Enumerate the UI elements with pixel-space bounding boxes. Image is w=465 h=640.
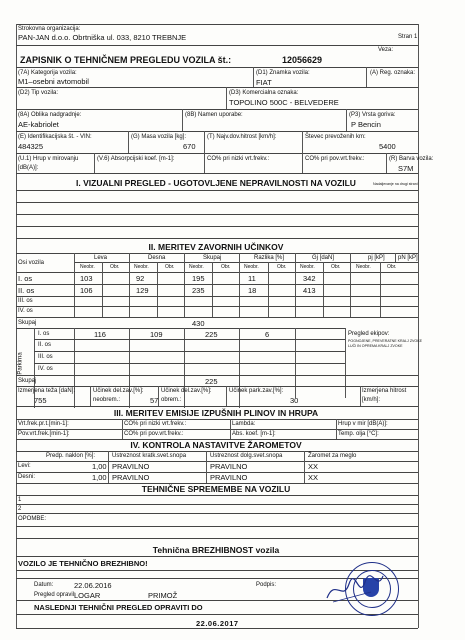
- gorivo-label: (P3) Vrsta goriva:: [349, 112, 396, 118]
- record-title: ZAPISNIK O TEHNIČNEM PREGLEDU VOZILA št.:: [20, 55, 232, 65]
- kategorija-value: M1–osebni avtomobil: [18, 77, 89, 86]
- frame-top: [16, 24, 418, 25]
- izm-hitrost-label: Izmerjena hitrost: [362, 388, 407, 394]
- datum-label: Datum:: [34, 582, 54, 588]
- col-razlika: Razlika [%]: [254, 255, 285, 261]
- znamka-label: (D1) Znamka vozila:: [256, 70, 310, 76]
- ucinek-park-label: Učinek park.zav.[%]:: [229, 388, 284, 394]
- row-label: Levi:: [18, 463, 31, 469]
- opombe-label: OPOMBE:: [18, 516, 47, 522]
- next-inspection-label: NASLEDNJI TEHNIČNI PREGLED OPRAVITI DO: [34, 603, 203, 612]
- komercialna-value: TOPOLINO 500C - BELVEDERE: [229, 98, 339, 107]
- dolg-value: PRAVILNO: [210, 473, 248, 482]
- hitrost-label: (T) Najv.dov.hitrost [km/h]:: [207, 134, 277, 140]
- leva-value: 103: [80, 274, 93, 283]
- park-skupaj-label: Skupaj: [18, 378, 37, 384]
- sub-obr: Obr.: [165, 264, 175, 270]
- megla-col: Žaromet za meglo: [308, 453, 357, 459]
- col-pn: pN [kP]: [398, 255, 418, 261]
- neobrem-label: neobrem.:: [93, 397, 121, 403]
- hrup-mir-label: Hrup v mir [dB(A)]:: [338, 421, 388, 427]
- section4-title: IV. KONTROLA NASTAVITVE ŽAROMETOV: [130, 440, 302, 450]
- komercialna-label: (D3) Komercialna oznaka:: [229, 90, 299, 96]
- km-value: 5400: [379, 142, 396, 151]
- znamka-value: FIAT: [256, 78, 272, 87]
- gj-value: 413: [303, 286, 316, 295]
- sub-obr: Obr.: [277, 264, 287, 270]
- namen-label: (8B) Namen uporabe:: [185, 112, 243, 118]
- row-label: II. os: [18, 286, 35, 295]
- signature: [325, 572, 385, 606]
- ucinek2-label: Učinek del.zav.[%]:: [161, 388, 212, 394]
- razlika-value: 11: [248, 274, 256, 283]
- col-skupaj: Skupaj: [203, 255, 222, 261]
- masa-label: (G) Masa vozila [kg]:: [131, 134, 187, 140]
- parkirna-label: Parkirna: [17, 352, 24, 375]
- sub-neobr: Neobr.: [189, 264, 204, 270]
- masa-value: 670: [183, 142, 196, 151]
- dolg-value: PRAVILNO: [210, 462, 248, 471]
- obrem-label: obrem.:: [161, 397, 182, 403]
- reg-label: (A) Reg. oznaka:: [370, 70, 416, 76]
- opravil-name: PRIMOŽ: [148, 591, 178, 600]
- sub-obr: Obr.: [387, 264, 397, 270]
- skupaj-row-label: Skupaj: [18, 320, 37, 326]
- row-label: III. os: [18, 298, 33, 304]
- park-row-label: I. os: [38, 331, 50, 337]
- section3-title: III. MERITEV EMISIJE IZPUŠNIH PLINOV IN HRUPA: [113, 408, 319, 418]
- co-nizka-label: CO% pri nizki vrt.frekv.:: [124, 421, 187, 427]
- oblika-value: AE-kabriolet: [18, 120, 59, 129]
- opravil-value: LOGAR: [74, 591, 101, 600]
- row-label: I. os: [18, 274, 33, 283]
- naklon-value: 1,00: [92, 473, 107, 482]
- kategorija-label: (7A) Kategorija vozila:: [18, 70, 77, 76]
- page-number: Stran 1: [398, 34, 418, 40]
- teza-label: Izmerjena teža [daN]:: [18, 388, 76, 394]
- os-label: Osi vozila: [18, 260, 45, 266]
- park-row-label: III. os: [38, 354, 53, 360]
- next-inspection-date: 22.06.2017: [196, 619, 239, 628]
- park-row-label: II. os: [38, 342, 52, 348]
- desna-value: 92: [136, 274, 145, 283]
- vrt-nizka-label: Vrt.frek.pr.t.[min-1]:: [18, 421, 69, 427]
- naklon-col: Predp. naklon [%]:: [46, 453, 96, 459]
- section1-title: I. VIZUALNI PREGLED - UGOTOVLJENE NEPRAVILNOSTI NA VOZILU: [76, 178, 356, 188]
- change-row-1: 1: [18, 497, 22, 503]
- gj-value: 342: [303, 274, 316, 283]
- sub-neobr: Neobr.: [244, 264, 259, 270]
- lambda-label: Lambda:: [232, 421, 256, 427]
- park-skupaj: 225: [205, 330, 218, 339]
- record-number: 12056629: [282, 55, 323, 65]
- sub-neobr: Neobr.: [356, 264, 371, 270]
- podpis-label: Podpis:: [256, 582, 277, 588]
- pregled-note-1: POGNOJENE, PREVERATNE KRALJ ZVOKE: [348, 339, 423, 343]
- sub-obr: Obr.: [110, 264, 120, 270]
- ucinek-label: Učinek del.zav.[%]:: [93, 388, 144, 394]
- hrup-unit: [dB(A)]:: [18, 165, 39, 171]
- skupaj-value: 235: [192, 286, 205, 295]
- kratk-value: PRAVILNO: [112, 462, 150, 471]
- sub-obr: Obr.: [221, 264, 231, 270]
- row-label: Desni:: [18, 474, 36, 480]
- temp-label: Temp. olja [°C]:: [338, 431, 379, 437]
- vin-value: 484325: [18, 142, 44, 151]
- sub-obr: Obr.: [331, 264, 341, 270]
- veza-label: Veza:: [378, 47, 394, 53]
- kratk-col: Ustreznost kratk.svet.snopa: [112, 453, 187, 459]
- desna-value: 129: [136, 286, 149, 295]
- section1-note: Nadaljevanje na drugi strani: [373, 182, 418, 186]
- co-povisani-label: CO% pri pov.vrt.frekv.:: [305, 156, 365, 162]
- sub-neobr: Neobr.: [134, 264, 149, 270]
- org-label: Strokovna organizacija:: [18, 26, 81, 32]
- barva-label: (R) Barva vozila:: [389, 156, 434, 162]
- section6-title: Tehnična BREZHIBNOST vozila: [152, 545, 280, 555]
- teza-value: 755: [34, 396, 47, 405]
- sub-neobr: Neobr.: [80, 264, 95, 270]
- col-leva: Leva: [94, 255, 108, 261]
- tip-label: (D2) Tip vozila:: [18, 90, 59, 96]
- kratk-value: PRAVILNO: [112, 473, 150, 482]
- row-label: IV. os: [18, 308, 33, 314]
- skupaj-value: 195: [192, 274, 205, 283]
- skupaj-total: 430: [192, 319, 205, 328]
- section5-title: TEHNIČNE SPREMEMBE NA VOZILU: [141, 484, 291, 494]
- barva-value: S7M: [398, 164, 414, 173]
- opravil-label: Pregled opravil:: [34, 592, 76, 598]
- abs-label: Abs. koef. [m-1]:: [232, 431, 276, 437]
- oblika-label: (8A) Oblika nadgradnje:: [18, 112, 82, 118]
- park-row-label: IV. os: [38, 366, 53, 372]
- verdict: VOZILO JE TEHNIČNO BREZHIBNO!: [18, 559, 148, 568]
- gorivo-value: P Bencin: [351, 120, 381, 129]
- datum-value: 22.06.2016: [74, 581, 112, 590]
- izm-hitrost-unit: [km/h]:: [362, 397, 381, 403]
- megla-value: XX: [308, 473, 319, 482]
- vrt-pov-label: Pov.vrt.frek.[min-1]:: [18, 431, 70, 437]
- absorp-label: (V.6) Absorpcijski koef. [m-1]:: [97, 156, 175, 162]
- neobrem-value: 57: [150, 396, 159, 405]
- org-value: PAN-JAN d.o.o. Obrtniška ul. 033, 8210 TREBNJE: [18, 33, 187, 42]
- sub-neobr: Neobr.: [300, 264, 315, 270]
- co-prosti-label: CO% pri nizki vrt.frekv.:: [207, 156, 270, 162]
- naklon-value: 1,00: [92, 462, 107, 471]
- section2-title: II. MERITEV ZAVORNIH UČINKOV: [148, 242, 284, 252]
- col-gj: Gj [daN]: [312, 255, 335, 261]
- co-pov-label: CO% pri pov.vrt.frekv.:: [124, 431, 184, 437]
- park-skupaj-total: 225: [205, 377, 218, 386]
- ucinek-park-value: 30: [290, 396, 299, 405]
- hrup-label: (U.1) Hrup v mirovanju: [18, 156, 79, 162]
- megla-value: XX: [308, 462, 319, 471]
- col-desna: Desna: [148, 255, 166, 261]
- frame-right: [418, 24, 419, 628]
- change-row-2: 2: [18, 506, 22, 512]
- park-razlika: 6: [265, 330, 270, 339]
- park-desna: 109: [150, 330, 163, 339]
- park-leva: 116: [94, 330, 106, 339]
- leva-value: 106: [80, 286, 93, 295]
- razlika-value: 18: [248, 286, 257, 295]
- vin-label: (E) Identifikacijska št. - VIN:: [18, 134, 92, 140]
- col-pj: pj [kP]: [368, 255, 385, 261]
- pregled-note-2: LUČI IN OPREMA KRALJ ZVOKE: [348, 344, 403, 348]
- dolg-col: Ustreznost dolg.svet.snopa: [210, 453, 283, 459]
- pregled-label: Pregled ekipov:: [348, 331, 390, 337]
- km-label: Števec prevoženih km:: [305, 134, 366, 140]
